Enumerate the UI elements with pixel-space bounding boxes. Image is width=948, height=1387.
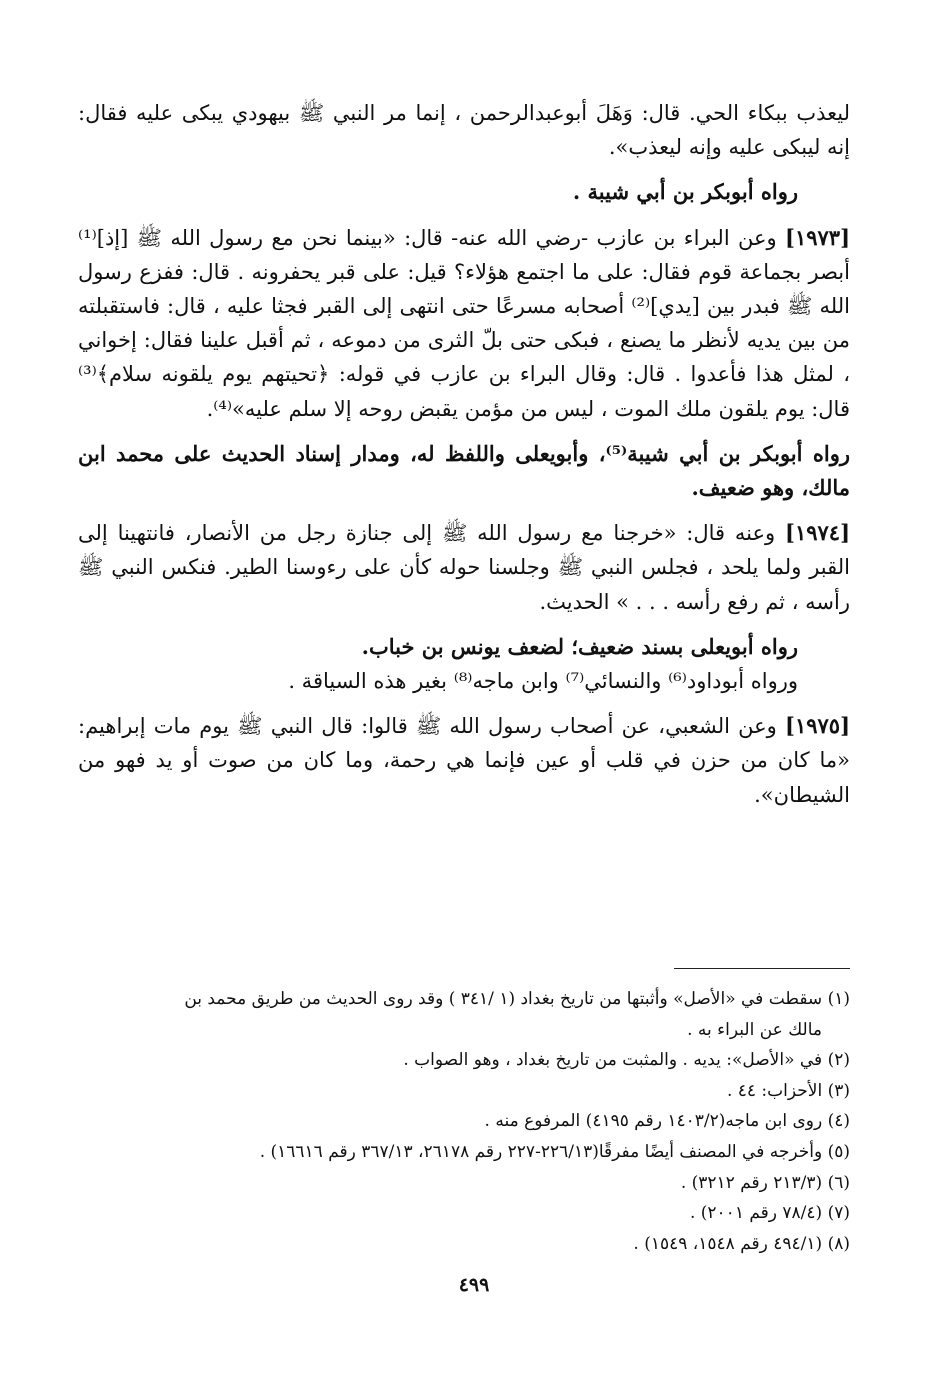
footnotes xyxy=(78,984,850,1259)
hadith-number: [١٩٧٥] xyxy=(785,713,850,739)
footnote-1 xyxy=(78,984,850,1045)
footnote-8 xyxy=(78,1229,850,1260)
paragraph-7-text: ورواه أبوداود⁽⁶⁾ والنسائي⁽⁷⁾ وابن ماجه⁽⁸⁾ بغير هذه السياقة . xyxy=(288,669,798,694)
hadith-1973 xyxy=(78,221,850,426)
footnote-2 xyxy=(78,1045,850,1076)
hadith-text: وعن البراء بن عازب -رضي الله عنه- قال: «بينما نحن مع رسول الله ﷺ [إذ]⁽¹⁾ أبصر بجماعة قوم فقال: على ما اجتمع هؤلاء؟ قيل: على قبر يحفرونه . قال: ففزع رسول الله ﷺ فبدر بين [يدي]⁽²⁾ أصحابه مسرعًا حتى انتهى إلى القبر فجثا عليه ، قال: فاستقبلته من بين يديه لأنظر ما يصنع ، فبكى حتى بلّ الثرى من دموعه ، ثم أقبل علينا فقال: إخواني ، لمثل هذا فأعدوا . قال: وقال البراء بن عازب في قوله: ﴿تحيتهم يوم يلقونه سلام﴾⁽³⁾ قال: يوم يلقون ملك الموت ، ليس من مؤمن يقبض روحه إلا سلم عليه»⁽⁴⁾. xyxy=(78,225,850,421)
paragraph-2-attribution xyxy=(78,175,850,209)
hadith-text: وعنه قال: «خرجنا مع رسول الله ﷺ إلى جنازة رجل من الأنصار، فانتهينا إلى القبر ولما يلحد ، فجلس النبي ﷺ وجلسنا حوله كأن على رءوسنا الطير. فنكس النبي ﷺ رأسه ، ثم رفع رأسه . . . » الحديث. xyxy=(78,521,850,614)
paragraph-4-text: رواه أبوبكر بن أبي شيبة⁽⁵⁾، وأبويعلى واللفظ له، ومدار إسناد الحديث على محمد ابن مالك، وهو ضعيف. xyxy=(78,440,850,501)
hadith-number: [١٩٧٤] xyxy=(785,520,850,546)
paragraph-4-attribution xyxy=(78,437,850,505)
paragraph-1-text: ليعذب ببكاء الحي. قال: وَهَلَ أبوعبدالرحمن ، إنما مر النبي ﷺ بيهودي يبكى عليه فقال: إنه ليبكى عليه وإنه ليعذب». xyxy=(78,101,850,160)
hadith-1974 xyxy=(78,516,850,619)
hadith-text: وعن الشعبي، عن أصحاب رسول الله ﷺ قالوا: قال النبي ﷺ يوم مات إبراهيم: «ما كان من حزن في قلب أو عين فإنما هي رحمة، وما كان من صوت أو يد فهو من الشيطان». xyxy=(78,714,850,807)
footnote-2-text: (٢) في «الأصل»: يديه . والمثبت من تاريخ بغداد ، وهو الصواب . xyxy=(403,1050,850,1071)
hadith-1975 xyxy=(78,709,850,812)
footnote-4 xyxy=(78,1106,850,1137)
footnote-6 xyxy=(78,1168,850,1199)
footnote-3 xyxy=(78,1076,850,1107)
main-text xyxy=(78,96,850,812)
footnote-1-continuation: مالك عن البراء به . xyxy=(687,1019,822,1040)
hadith-number: [١٩٧٣] xyxy=(785,224,850,250)
paragraph-2-text: رواه أبوبكر بن أبي شيبة . xyxy=(572,179,798,205)
footnote-4-text: (٤) روى ابن ماجه(١٤٠٣/٢ رقم ٤١٩٥) المرفوع منه . xyxy=(484,1111,850,1132)
footnote-6-text: (٦) (٢١٣/٣ رقم ٣٢١٢) . xyxy=(680,1172,850,1193)
paragraph-1 xyxy=(78,96,850,164)
paragraph-6-attribution xyxy=(78,630,850,664)
footnote-3-text: (٣) الأحزاب: ٤٤ . xyxy=(726,1080,850,1101)
footnote-8-text: (٨) (٤٩٤/١ رقم ١٥٤٨، ١٥٤٩) . xyxy=(633,1233,850,1254)
footnote-7 xyxy=(78,1198,850,1229)
footnote-5 xyxy=(78,1137,850,1168)
footnote-separator xyxy=(674,968,850,969)
page-number: ٤٩٩ xyxy=(458,1274,490,1296)
footnote-5-text: (٥) وأخرجه في المصنف أيضًا مفرقًا(٢٢٦/١٣-٢٢٧ رقم ٢٦١٧٨، ٣٦٧/١٣ رقم ١٦٦١٦) . xyxy=(259,1141,850,1162)
footnote-1-text: (١) سقطت في «الأصل» وأثبتها من تاريخ بغداد (١ /٣٤١ ) وقد روى الحديث من طريق محمد بن xyxy=(184,989,850,1009)
paragraph-7 xyxy=(78,664,850,698)
footnote-7-text: (٧) (٧٨/٤ رقم ٢٠٠١) . xyxy=(689,1203,850,1224)
paragraph-6-text: رواه أبويعلى بسند ضعيف؛ لضعف يونس بن خباب. xyxy=(361,633,798,659)
